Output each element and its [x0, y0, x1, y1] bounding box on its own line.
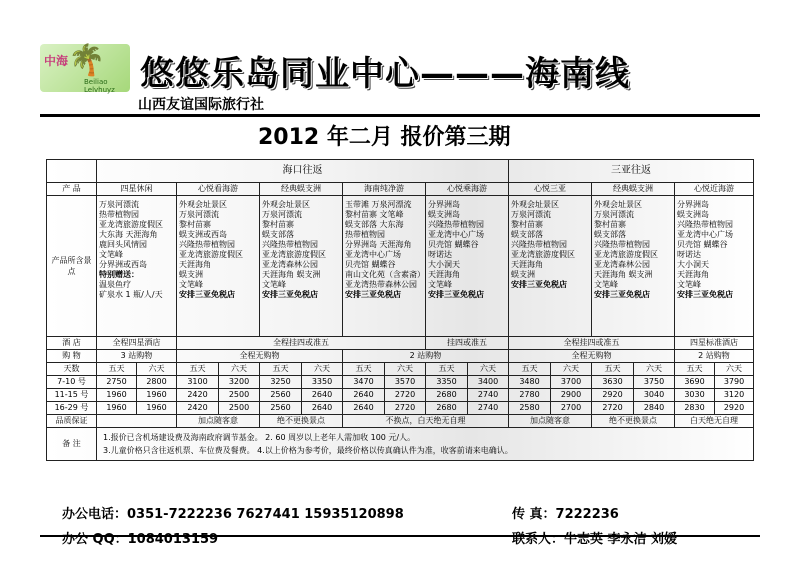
- price-cell: 2680: [426, 389, 468, 402]
- group-header-row: [47, 160, 754, 183]
- site-item: 黎村苗寨 文笔峰: [345, 210, 404, 219]
- price-cell: 1960: [97, 389, 137, 402]
- notes-cell: [97, 428, 754, 461]
- site-item: 安排三亚免税店: [179, 290, 235, 299]
- price-row: [47, 402, 754, 415]
- price-cell: 3200: [219, 376, 260, 389]
- site-item: 南山文化苑（含素斋）: [345, 270, 425, 279]
- site-item: 蜈支部落 大东海: [345, 220, 404, 229]
- fax-number: 传 真：7222236: [512, 507, 619, 522]
- agency-logo: [40, 44, 130, 92]
- price-cell: 3030: [675, 389, 715, 402]
- site-list: [343, 196, 426, 337]
- site-item: 天涯海角: [428, 270, 460, 279]
- site-item: 热带植物园: [345, 230, 385, 239]
- sites-row: [47, 196, 754, 337]
- site-item: 天涯海角: [179, 260, 211, 269]
- price-cell: 3480: [509, 376, 551, 389]
- group-haikou: 海口往返: [97, 160, 509, 183]
- date-range: 11-15 号: [47, 389, 97, 402]
- feature-text: 绝不更换景点: [592, 415, 675, 428]
- site-item: 外观会址景区: [594, 200, 642, 209]
- product-name: 经典蜈支洲: [260, 183, 343, 196]
- features-label: 品质保证: [47, 415, 97, 428]
- site-item: 蜈支部落: [262, 230, 294, 239]
- site-item: 贝壳馆 蝴蝶谷: [345, 260, 396, 269]
- site-item: 亚龙湾旅游度假区: [262, 250, 326, 259]
- price-cell: 3100: [177, 376, 219, 389]
- hotel-row: [47, 337, 754, 350]
- site-item: 天涯海角 蜈支洲: [262, 270, 321, 279]
- price-cell: 2920: [715, 402, 754, 415]
- price-cell: 1960: [137, 389, 177, 402]
- palm-tree-icon: 🌴: [68, 43, 106, 78]
- notes-label: 备 注: [47, 428, 97, 461]
- site-item: 大小洞天: [677, 260, 709, 269]
- site-list: [426, 196, 509, 337]
- site-item: 兴隆热带植物园: [677, 220, 733, 229]
- hotel-standard: 全程挂四或准五: [177, 337, 426, 350]
- six-days: 六天: [137, 363, 177, 376]
- header-divider: [40, 114, 760, 117]
- price-cell: 2640: [343, 389, 385, 402]
- site-item: 贝壳馆 蝴蝶谷: [677, 240, 728, 249]
- price-cell: 2720: [385, 402, 426, 415]
- site-item: 万泉河漂流: [511, 210, 551, 219]
- shopping-label: 购 物: [47, 350, 97, 363]
- site-item: 兴隆热带植物园: [511, 240, 567, 249]
- site-item: 特别赠送：: [99, 270, 139, 279]
- site-item: 亚龙湾中心广场: [345, 250, 401, 259]
- hotel-standard: 全程挂四或准五: [509, 337, 675, 350]
- product-row: [47, 183, 754, 196]
- price-cell: 2720: [385, 389, 426, 402]
- site-item: 安排三亚免税店: [594, 290, 650, 299]
- site-item: 呀诺达: [428, 250, 452, 259]
- five-days: 五天: [97, 363, 137, 376]
- note-line: 1.报价已含机场建设费及海南政府调节基金。 2. 60 周岁以上老年人需加收 100 元/人。: [103, 433, 416, 442]
- site-item: 文笔峰: [677, 280, 701, 289]
- price-cell: 2640: [343, 402, 385, 415]
- price-cell: 3750: [634, 376, 675, 389]
- group-sanya: 三亚往返: [509, 160, 754, 183]
- site-list: [592, 196, 675, 337]
- site-item: 外观会址景区: [179, 200, 227, 209]
- site-item: 亚龙湾热带森林公园: [345, 280, 417, 289]
- site-item: 热带植物园: [99, 210, 139, 219]
- site-item: 文笔峰: [262, 280, 286, 289]
- site-item: 亚龙湾中心广场: [428, 230, 484, 239]
- shopping-info: 3 站购物: [97, 350, 177, 363]
- site-item: 亚龙湾旅游度假区: [594, 250, 658, 259]
- price-cell: 3570: [385, 376, 426, 389]
- site-item: 蜈支部落: [594, 230, 626, 239]
- site-item: 分界洲或西岛: [99, 260, 147, 269]
- price-cell: 2640: [302, 389, 343, 402]
- price-cell: 2720: [592, 402, 634, 415]
- site-item: 蜈支洲: [511, 270, 535, 279]
- logo-subtext: Beiliao Lelvhuyz: [84, 78, 115, 94]
- six-days: 六天: [634, 363, 675, 376]
- price-cell: 3690: [675, 376, 715, 389]
- site-item: 安排三亚免税店: [677, 290, 733, 299]
- shopping-info: 全程无购物: [177, 350, 343, 363]
- price-cell: 2680: [426, 402, 468, 415]
- site-item: 兴隆热带植物园: [179, 240, 235, 249]
- product-name: 海南纯净游: [343, 183, 426, 196]
- price-cell: 3700: [551, 376, 592, 389]
- price-cell: 2500: [219, 389, 260, 402]
- date-range: 16-29 号: [47, 402, 97, 415]
- site-item: 蜈支洲岛: [677, 210, 709, 219]
- price-cell: 3630: [592, 376, 634, 389]
- six-days: 六天: [468, 363, 509, 376]
- price-cell: 3120: [715, 389, 754, 402]
- hotel-label: 酒 店: [47, 337, 97, 350]
- site-list: [260, 196, 343, 337]
- site-item: 亚龙湾中心广场: [677, 230, 733, 239]
- five-days: 五天: [675, 363, 715, 376]
- price-cell: 3350: [426, 376, 468, 389]
- product-name: 心悦三亚: [509, 183, 592, 196]
- price-cell: 2840: [634, 402, 675, 415]
- feature-text: 绝不更换景点: [260, 415, 343, 428]
- price-cell: 2740: [468, 389, 509, 402]
- site-item: 亚龙湾旅游度假区: [179, 250, 243, 259]
- site-item: 安排三亚免税店: [262, 290, 318, 299]
- price-cell: 2560: [260, 389, 302, 402]
- site-item: 兴隆热带植物园: [428, 220, 484, 229]
- notes-row: [47, 428, 754, 461]
- feature-text: 不换点，白天绝无自理: [343, 415, 509, 428]
- site-item: 大东海 天涯海角: [99, 230, 158, 239]
- price-cell: 3790: [715, 376, 754, 389]
- site-list: [509, 196, 592, 337]
- site-item: 分界洲岛: [677, 200, 709, 209]
- shopping-info: 2 站购物: [343, 350, 509, 363]
- site-item: 外观会址景区: [262, 200, 310, 209]
- site-item: 安排三亚免税店: [345, 290, 401, 299]
- price-cell: 3350: [302, 376, 343, 389]
- site-item: 蜈支部落: [511, 230, 543, 239]
- site-item: 万泉河漂流: [594, 210, 634, 219]
- site-item: 文笔峰: [99, 250, 123, 259]
- site-item: 外观会址景区: [511, 200, 559, 209]
- price-cell: 2500: [219, 402, 260, 415]
- price-cell: 2800: [137, 376, 177, 389]
- site-item: 分界洲岛: [428, 200, 460, 209]
- price-table: [46, 159, 754, 461]
- price-cell: 2830: [675, 402, 715, 415]
- price-cell: 2700: [551, 402, 592, 415]
- five-days: 五天: [343, 363, 385, 376]
- feature-blank: [97, 415, 177, 428]
- site-item: 黎村苗寨: [179, 220, 211, 229]
- site-item: 黎村苗寨: [262, 220, 294, 229]
- site-item: 文笔峰: [179, 280, 203, 289]
- price-cell: 2560: [260, 402, 302, 415]
- price-rows: [47, 376, 754, 415]
- logo-text: 中海: [44, 54, 69, 68]
- site-item: 蜈支洲或西岛: [179, 230, 227, 239]
- site-item: 分界洲岛 天涯海角: [345, 240, 412, 249]
- office-phone: 办公电话：0351-7222236 7627441 15935120898: [62, 507, 404, 522]
- six-days: 六天: [302, 363, 343, 376]
- features-row: [47, 415, 754, 428]
- price-row: [47, 376, 754, 389]
- site-item: 文笔峰: [594, 280, 618, 289]
- sites-label: 产品所含景点: [47, 196, 97, 337]
- price-cell: 2920: [592, 389, 634, 402]
- site-list: [177, 196, 260, 337]
- days-label: 天数: [47, 363, 97, 376]
- five-days: 五天: [426, 363, 468, 376]
- price-cell: 2740: [468, 402, 509, 415]
- page-title: 悠悠乐岛同业中心———海南线: [140, 54, 630, 94]
- site-item: 蜈支洲岛: [428, 210, 460, 219]
- site-item: 安排三亚免税店: [511, 280, 567, 289]
- office-qq: 办公 QQ：1084013159: [62, 532, 219, 547]
- site-item: 兴隆热带植物园: [262, 240, 318, 249]
- quote-period-title: 2012 年二月 报价第三期: [258, 125, 511, 150]
- six-days: 六天: [715, 363, 754, 376]
- site-item: 万泉河漂流: [262, 210, 302, 219]
- site-item: 文笔峰: [428, 280, 452, 289]
- price-row: [47, 389, 754, 402]
- six-days: 六天: [551, 363, 592, 376]
- five-days: 五天: [592, 363, 634, 376]
- site-item: 鹿回头风情园: [99, 240, 147, 249]
- site-item: 万泉河漂流: [99, 200, 139, 209]
- price-cell: 3470: [343, 376, 385, 389]
- feature-text: 加点随客意: [509, 415, 592, 428]
- site-item: 亚龙湾森林公园: [594, 260, 650, 269]
- price-cell: 1960: [137, 402, 177, 415]
- site-item: 亚龙湾旅游度假区: [511, 250, 575, 259]
- site-item: 安排三亚免税店: [428, 290, 484, 299]
- days-row: [47, 363, 754, 376]
- product-name: 心悦近海游: [675, 183, 754, 196]
- site-item: 呀诺达: [677, 250, 701, 259]
- site-item: 万泉河漂流: [179, 210, 219, 219]
- five-days: 五天: [260, 363, 302, 376]
- product-name: 四星休闲: [97, 183, 177, 196]
- five-days: 五天: [177, 363, 219, 376]
- site-item: 蜈支洲: [179, 270, 203, 279]
- price-cell: 2640: [302, 402, 343, 415]
- price-cell: 3040: [634, 389, 675, 402]
- feature-text: 白天绝无自理: [675, 415, 754, 428]
- shopping-info: 2 站购物: [675, 350, 754, 363]
- agency-name: 山西友谊国际旅行社: [138, 97, 264, 113]
- hotel-standard: 全程四星酒店: [97, 337, 177, 350]
- six-days: 六天: [219, 363, 260, 376]
- hotel-standard: 四星标准酒店: [675, 337, 754, 350]
- price-cell: 2780: [509, 389, 551, 402]
- shopping-row: [47, 350, 754, 363]
- site-item: 大小洞天: [428, 260, 460, 269]
- shopping-info: 全程无购物: [509, 350, 675, 363]
- site-item: 亚龙湾森林公园: [262, 260, 318, 269]
- price-cell: 2420: [177, 402, 219, 415]
- date-range: 7-10 号: [47, 376, 97, 389]
- note-line: 3.儿童价格只含往返机票、车位费及餐费。 4.以上价格为参考价，最终价格以传真确认件为准，收客前请来电确认。: [103, 446, 513, 455]
- contact-persons: 联系人：牛志英 李永洁 刘媛: [512, 532, 678, 547]
- product-name: 经典蜈支洲: [592, 183, 675, 196]
- site-item: 天涯海角: [677, 270, 709, 279]
- site-item: 兴隆热带植物园: [594, 240, 650, 249]
- site-item: 黎村苗寨: [594, 220, 626, 229]
- price-cell: 1960: [97, 402, 137, 415]
- price-cell: 2580: [509, 402, 551, 415]
- product-label: 产 品: [47, 183, 97, 196]
- price-cell: 3400: [468, 376, 509, 389]
- site-list: [675, 196, 754, 337]
- site-list: [97, 196, 177, 337]
- site-item: 天涯海角 蜈支洲: [594, 270, 653, 279]
- price-cell: 2750: [97, 376, 137, 389]
- site-item: 玉带滩 万泉河漂流: [345, 200, 412, 209]
- group-blank: [47, 160, 97, 183]
- price-cell: 2420: [177, 389, 219, 402]
- product-name: 心悦乘海游: [426, 183, 509, 196]
- site-item: 温泉鱼疗: [99, 280, 131, 289]
- price-cell: 3250: [260, 376, 302, 389]
- site-item: 黎村苗寨: [511, 220, 543, 229]
- six-days: 六天: [385, 363, 426, 376]
- site-item: 贝壳馆 蝴蝶谷: [428, 240, 479, 249]
- price-cell: 2900: [551, 389, 592, 402]
- feature-text: 加点随客意: [177, 415, 260, 428]
- site-item: 天涯海角: [511, 260, 543, 269]
- product-name: 心悦看海游: [177, 183, 260, 196]
- hotel-standard: 挂四或准五: [426, 337, 509, 350]
- five-days: 五天: [509, 363, 551, 376]
- site-item: 亚龙湾旅游度假区: [99, 220, 163, 229]
- site-item: 矿泉水 1 瓶/人/天: [99, 290, 163, 299]
